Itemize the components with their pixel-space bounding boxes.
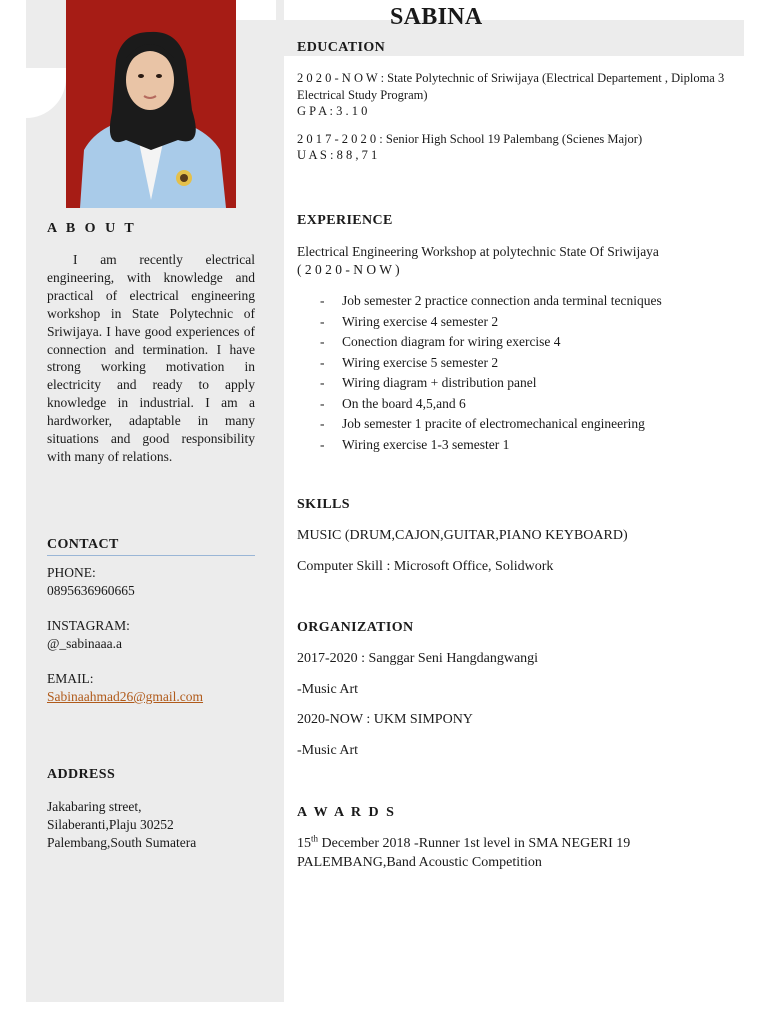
- organization-list: [297, 650, 747, 772]
- experience-heading: EXPERIENCE: [297, 213, 393, 228]
- experience-list: [297, 291, 747, 455]
- address-line: Silaberanti,Plaju 30252: [47, 817, 174, 832]
- skills-list: [297, 527, 747, 589]
- education-list: [297, 70, 747, 175]
- award-ordinal: th: [311, 833, 319, 844]
- contact-email: [47, 670, 267, 706]
- education-line: [297, 131, 747, 148]
- instagram-label: INSTAGRAM:: [47, 618, 130, 633]
- experience-block: [297, 243, 747, 455]
- email-link[interactable]: Sabinaahmad26@gmail.com: [47, 689, 204, 704]
- person-name: SABINA: [390, 4, 483, 30]
- education-score: U A S : 8 8 , 7 1: [297, 148, 378, 162]
- list-item: [297, 353, 747, 374]
- email-label: EMAIL:: [47, 671, 94, 686]
- list-item-text: Wiring exercise 4 semester 2: [342, 313, 499, 329]
- bullet-dash: -: [320, 395, 325, 411]
- list-item-text: Wiring diagram + distribution panel: [342, 375, 537, 390]
- address-heading: ADDRESS: [47, 767, 116, 782]
- list-item: [297, 435, 747, 456]
- skills-heading: SKILLS: [297, 497, 350, 512]
- contact-instagram: [47, 617, 267, 653]
- list-item-text: Conection diagram for wiring exercise 4: [342, 334, 561, 349]
- education-line: [297, 70, 747, 103]
- list-item: [297, 394, 747, 415]
- bullet-dash: -: [320, 313, 325, 329]
- experience-headline: Electrical Engineering Workshop at polytechnic State Of Sriwijaya: [297, 244, 659, 259]
- list-item: [297, 312, 747, 333]
- organization-line: 2017-2020 : Sanggar Seni Hangdangwangi: [297, 651, 539, 666]
- experience-period: ( 2 0 2 0 - N O W ): [297, 262, 400, 277]
- organization-line: -Music Art: [297, 742, 359, 758]
- address-line: Jakabaring street,: [47, 799, 142, 814]
- instagram-value: @_sabinaaa.a: [47, 636, 123, 651]
- education-period: 2 0 2 0 - N O W: [297, 71, 378, 85]
- education-description: : Senior High School 19 Palembang (Scienes Major): [376, 131, 643, 146]
- skill-computer: Computer Skill : Microsoft Office, Solidwork: [297, 559, 554, 574]
- contact-heading: CONTACT: [47, 537, 255, 556]
- portrait-illustration: [66, 0, 236, 208]
- phone-value: 0895636960665: [47, 583, 135, 598]
- bullet-dash: -: [320, 375, 325, 390]
- list-item: [297, 373, 747, 394]
- list-item-text: Job semester 1 pracite of electromechanical engineering: [342, 416, 645, 431]
- education-score: G P A : 3 . 1 0: [297, 104, 368, 118]
- award-entry: [297, 834, 717, 872]
- profile-photo: [66, 0, 236, 208]
- list-item-text: Wiring exercise 1-3 semester 1: [342, 436, 510, 452]
- organization-heading: ORGANIZATION: [297, 620, 414, 635]
- education-description: : State Polytechnic of Sriwijaya (Electrical Departement , Diploma 3 Electrical Study Program): [297, 71, 725, 102]
- awards-heading: A W A R D S: [297, 805, 396, 820]
- list-item: [297, 291, 747, 312]
- education-heading: EDUCATION: [297, 40, 386, 55]
- bullet-dash: -: [320, 334, 325, 349]
- about-heading: A B O U T: [47, 221, 137, 236]
- bullet-dash: -: [320, 293, 325, 308]
- education-period: 2 0 1 7 - 2 0 2 0: [297, 131, 377, 146]
- education-entry: [297, 70, 747, 120]
- bullet-dash: -: [320, 354, 325, 370]
- about-text: I am recently electrical engineering, with knowledge and practical of electrical engineering workshop in State Polytechnic of Sriwijaya. I have good experiences of connection and termination. I have strong working motivation in electricity and ready to apply knowledge in industrial. I am a hardworker, adaptable in many situations and good responsibility with many of relations.: [47, 252, 255, 464]
- bullet-dash: -: [320, 416, 325, 431]
- address-line: Palembang,South Sumatera: [47, 835, 197, 850]
- contact-phone: [47, 564, 267, 600]
- header-band-cut: [236, 0, 276, 20]
- award-text: December 2018 -Runner 1st level in SMA NEGERI 19 PALEMBANG,Band Acoustic Competition: [297, 836, 631, 870]
- organization-line: 2020-NOW : UKM SIMPONY: [297, 712, 473, 727]
- education-entry: [297, 131, 747, 164]
- award-day: 15: [297, 836, 311, 851]
- list-item-text: Wiring exercise 5 semester 2: [342, 354, 499, 370]
- list-item-text: On the board 4,5,and 6: [342, 395, 466, 411]
- list-item: [297, 332, 747, 353]
- skill-music: MUSIC (DRUM,CAJON,GUITAR,PIANO KEYBOARD): [297, 528, 628, 543]
- bullet-dash: -: [320, 436, 325, 452]
- address-text: [47, 798, 267, 852]
- phone-label: PHONE:: [47, 565, 96, 580]
- list-item: [297, 414, 747, 435]
- list-item-text: Job semester 2 practice connection anda terminal tecniques: [342, 293, 662, 308]
- organization-line: -Music Art: [297, 681, 359, 697]
- contact-list: [47, 564, 267, 723]
